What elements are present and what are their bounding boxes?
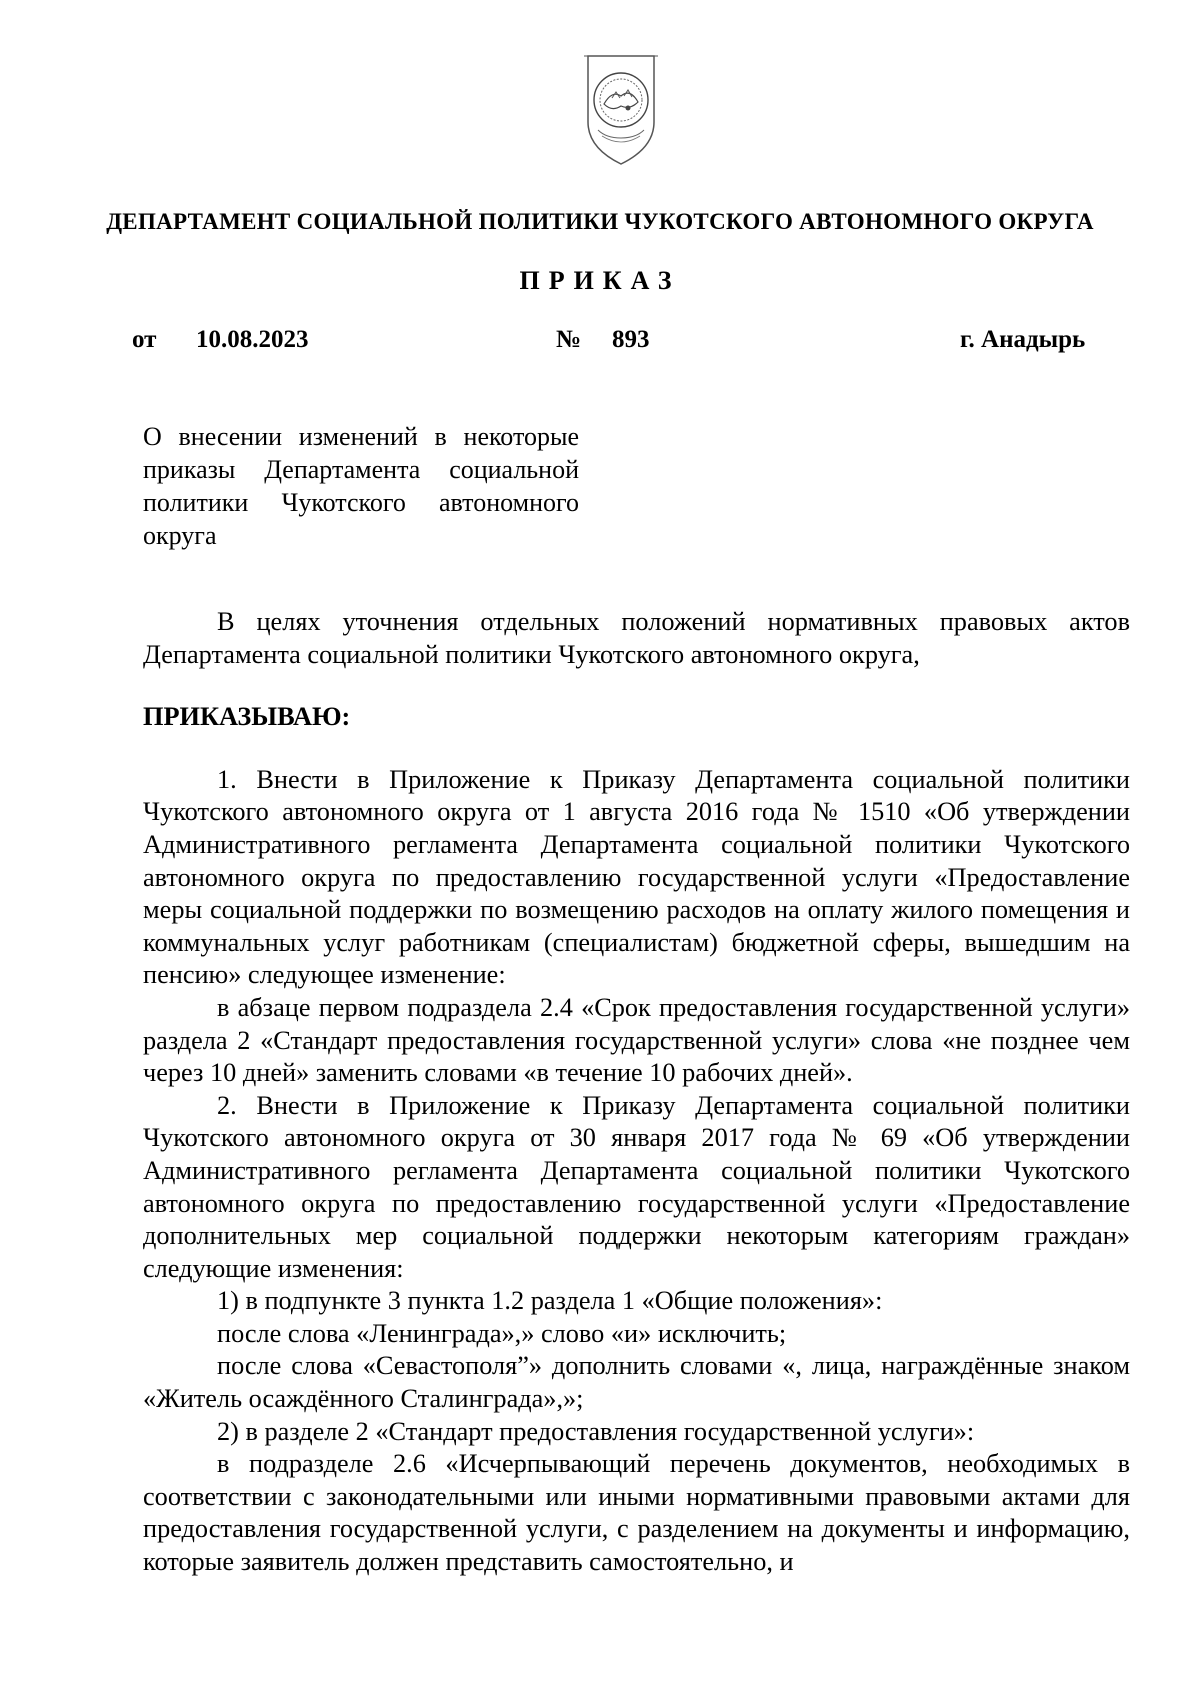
body-paragraph: 1. Внести в Приложение к Приказу Департамента социальной политики Чукотского автономного округа от 1 августа 2016 года № 1510 «Об утверждении Административного регламента Департамента социальной политики Чукотского автономного округа по предоставлению государственной услуги «Предоставление меры социальной поддержки по возмещению расходов на оплату жилого помещения и коммунальных услуг работникам (специалистам) бюджетной сферы, вышедшим на пенсию» следующее изменение: [143, 764, 1130, 990]
body-paragraph: после слова «Севастополя”» дополнить словами «, лица, награждённые знаком «Житель осаждённого Сталинграда»,»; [143, 1351, 1130, 1414]
body-paragraph: 2) в разделе 2 «Стандарт предоставления государственной услуги»: [217, 1416, 975, 1446]
city-name: г. Анадырь [960, 326, 1086, 353]
body-paragraph: в подразделе 2.6 «Исчерпывающий перечень документов, необходимых в соответствии с законодательными или иными нормативными правовыми актами для предоставления государственной услуги, с разделением на документы и информацию, которые заявитель должен представить самостоятельно, и [143, 1449, 1130, 1577]
body-paragraph: 1) в подпункте 3 пункта 1.2 раздела 1 «Общие положения»: [217, 1286, 883, 1316]
order-body [143, 606, 1130, 1579]
body-paragraph: в абзаце первом подраздела 2.4 «Срок предоставления государственной услуги» раздела 2 «Стандарт предоставления государственной услуги» слова «не позднее чем через 10 дней» заменить словами «в течение 10 рабочих дней». [143, 992, 1130, 1088]
order-subject: О внесении изменений в некоторые приказы Департамента социальной политики Чукотского автономного округа [143, 422, 579, 550]
number-sign: № [556, 326, 582, 353]
document-type-title: ПРИКАЗ [519, 266, 681, 295]
chukotka-coat-of-arms-icon [582, 52, 660, 172]
department-name: ДЕПАРТАМЕНТ СОЦИАЛЬНОЙ ПОЛИТИКИ ЧУКОТСКОГО АВТОНОМНОГО ОКРУГА [106, 209, 1094, 234]
order-number: 893 [612, 326, 650, 353]
date-from-label: от [132, 326, 157, 353]
body-paragraph: 2. Внести в Приложение к Приказу Департамента социальной политики Чукотского автономного округа от 30 января 2017 года № 69 «Об утверждении Административного регламента Департамента социальной политики Чукотского автономного округа по предоставлению государственной услуги «Предоставление дополнительных мер социальной поддержки некоторым категориям граждан» следующие изменения: [143, 1090, 1130, 1283]
order-command: ПРИКАЗЫВАЮ: [143, 702, 351, 732]
preamble-paragraph: В целях уточнения отдельных положений нормативных правовых актов Департамента социальной политики Чукотского автономного округа, [143, 607, 1130, 669]
order-date: 10.08.2023 [196, 326, 309, 353]
body-paragraph: после слова «Ленинграда»,» слово «и» исключить; [217, 1318, 787, 1348]
